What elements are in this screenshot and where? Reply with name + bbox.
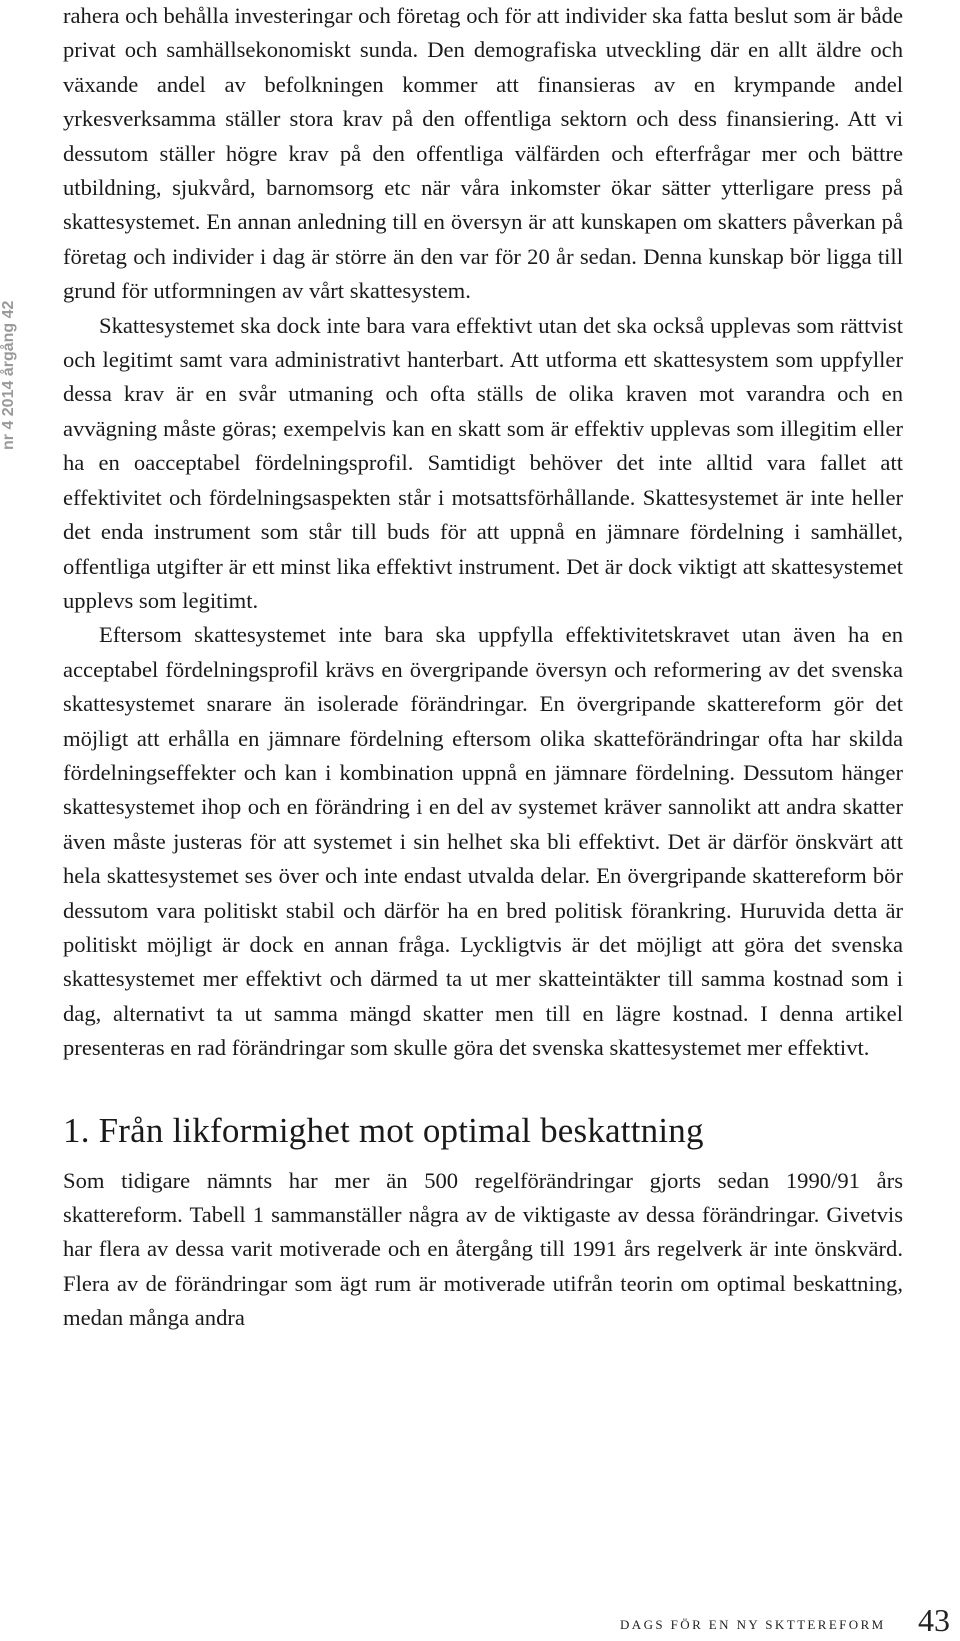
body-paragraph-3: Eftersom skattesystemet inte bara ska uppfylla effektivitetskravet utan även ha en acceptabel fördelningsprofil krävs en övergripande översyn och reformering av det svenska skattesystemet snarare än isolerade förändringar. En övergripande skattereform gör det möjligt att erhålla en jämnare fördelning eftersom olika skatteförändringar ofta har skilda fördelningseffekter och kan i kombination uppnå en jämnare fördelning. Dessutom hänger skattesystemet ihop och en förändring i en del av systemet kräver sannolikt att andra skatter även måste justeras för att systemet i sin helhet ska bli effektivt. Det är därför önskvärt att hela skattesystemet ses över och inte endast utvalda delar. En övergripande skattereform bör dessutom vara politiskt stabil och därför ha en bred politisk förankring. Huruvida detta är politiskt möjligt är dock en annan fråga. Lyckligtvis är det möjligt att göra det svenska skattesystemet mer effektivt och därmed ta ut mer skatteintäkter till samma kostnad som i dag, alternativt ta ut samma mängd skatter men till en lägre kostnad. I denna artikel presenteras en rad förändringar som skulle göra det svenska skattesystemet mer effektivt.	[63, 622, 903, 1061]
article-column	[63, 0, 903, 1336]
issue-sidebar-label: nr 4 2014 årgång 42	[0, 300, 17, 450]
body-paragraph-2: Skattesystemet ska dock inte bara vara effektivt utan det ska också upplevas som rättvist och legitimt samt vara administrativt hanterbart. Att utforma ett skattesystem som uppfyller dessa krav är en svår utmaning och ofta ställs de olika kraven mot varandra och en avvägning måste göras; exempelvis kan en skatt som är effektiv upplevas som illegitim eller ha en oacceptabel fördelningsprofil. Samtidigt behöver det inte alltid vara fallet att effektivitet och fördelningsaspekten står i motsattsförhållande. Skattesystemet är inte heller det enda instrument som står till buds för att uppnå en jämnare fördelning i samhället, offentliga utgifter är ett minst lika effektivt instrument. Det är dock viktigt att skattesystemet upplevs som legitimt.	[63, 312, 903, 613]
running-footer-title: DAGS FÖR EN NY SKTTEREFORM	[620, 1617, 886, 1632]
body-paragraph-1: rahera och behålla investeringar och företag och för att individer ska fatta beslut som är både privat och samhällsekonomiskt sunda. Den demografiska utveckling där en allt äldre och växande andel av befolkningen kommer att finansieras av en krympande andel yrkesverksamma ställer stora krav på den offentliga sektorn och dess finansiering. Att vi dessutom ställer högre krav på den offentliga välfärden och efterfrågar mer och bättre utbildning, sjukvård, barnomsorg etc när våra inkomster ökar sätter ytterligare press på skattesystemet. En annan anledning till en översyn är att kunskapen om skatters påverkan på företag och individer i dag är större än den var för 20 år sedan. Denna kunskap bör ligga till grund för utformningen av vårt skattesystem.	[63, 3, 903, 304]
body-paragraph-4: Som tidigare nämnts har mer än 500 regelförändringar gjorts sedan 1990/91 års skattereform. Tabell 1 sammanställer några av de viktigaste av dessa förändringar. Givetvis har flera av dessa varit motiverade och en återgång till 1991 års regelverk är inte önskvärd. Flera av de förändringar som ägt rum är motiverade utifrån teorin om optimal beskattning, medan många andra	[63, 1167, 903, 1331]
section-heading: 1. Från likformighet mot optimal beskattning	[63, 1110, 704, 1150]
page-number: 43	[918, 1602, 950, 1638]
